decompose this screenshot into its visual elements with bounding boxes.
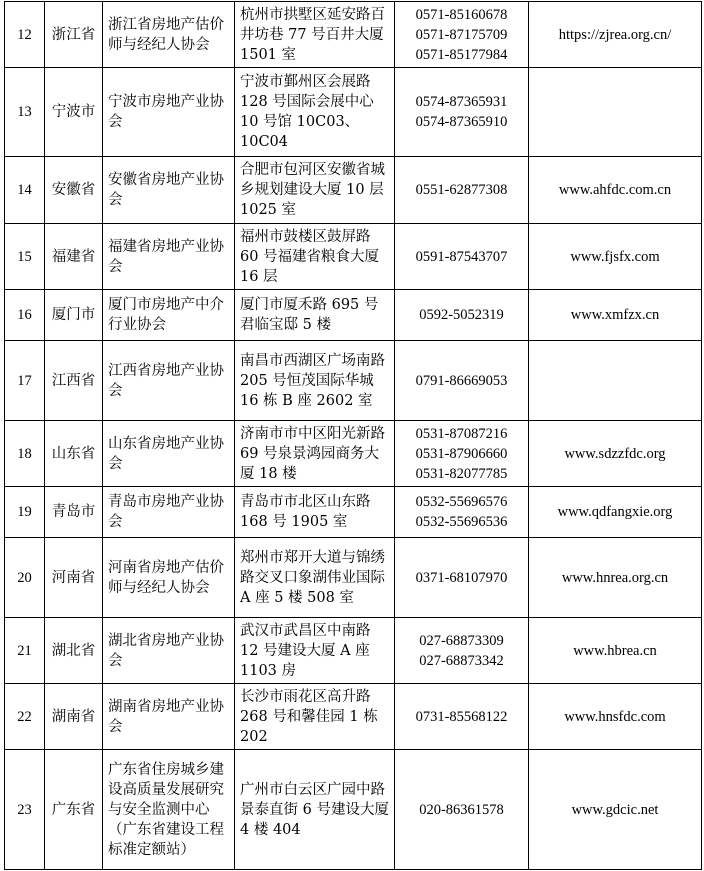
association-directory-table: [4, 1, 702, 870]
phone-number: 027-68873309: [419, 632, 504, 649]
address-cell: 青岛市市北区山东路 168 号 1905 室: [235, 487, 395, 538]
phone-cell: [395, 421, 529, 487]
organization-cell: 江西省房地产业协会: [103, 341, 235, 421]
phone-number: 0592-5052319: [419, 307, 504, 323]
table-row: [5, 224, 702, 290]
table-row: [5, 341, 702, 421]
organization-cell: 河南省房地产估价师与经纪人协会: [103, 538, 235, 618]
address-cell: 福州市鼓楼区鼓屏路 60 号福建省粮食大厦 16 层: [235, 224, 395, 290]
table-row: [5, 290, 702, 341]
organization-cell: 湖南省房地产业协会: [103, 684, 235, 750]
website-cell: www.gdcic.net: [529, 750, 702, 870]
address-cell: 长沙市雨花区高升路 268 号和馨佳园 1 栋 202: [235, 684, 395, 750]
region-cell: 湖北省: [45, 618, 103, 684]
table-row: [5, 421, 702, 487]
table-row: [5, 538, 702, 618]
table-row: [5, 487, 702, 538]
region-cell: 河南省: [45, 538, 103, 618]
row-number: 20: [5, 538, 45, 618]
website-cell: [529, 68, 702, 157]
phone-cell: [395, 538, 529, 618]
address-cell: 厦门市厦禾路 695 号君临宝邸 5 楼: [235, 290, 395, 341]
phone-cell: [395, 750, 529, 870]
table-row: [5, 618, 702, 684]
address-cell: 杭州市拱墅区延安路百井坊巷 77 号百井大厦 1501 室: [235, 2, 395, 68]
row-number: 17: [5, 341, 45, 421]
phone-number: 0571-85160678: [415, 6, 508, 23]
region-cell: 广东省: [45, 750, 103, 870]
table-row: [5, 2, 702, 68]
website-cell: www.ahfdc.com.cn: [529, 157, 702, 224]
row-number: 18: [5, 421, 45, 487]
phone-cell: [395, 684, 529, 750]
address-cell: 武汉市武昌区中南路 12 号建设大厦 A 座 1103 房: [235, 618, 395, 684]
phone-cell: [395, 157, 529, 224]
phone-number: 0551-62877308: [415, 182, 508, 198]
table-row: [5, 684, 702, 750]
address-cell: 南昌市西湖区广场南路 205 号恒茂国际华城 16 栋 B 座 2602 室: [235, 341, 395, 421]
website-cell: www.xmfzx.cn: [529, 290, 702, 341]
website-cell: [529, 341, 702, 421]
organization-cell: 广东省住房城乡建设高质量发展研究与安全监测中心（广东省建设工程标准定额站）: [103, 750, 235, 870]
phone-number: 027-68873342: [419, 652, 504, 669]
website-cell: www.hbrea.cn: [529, 618, 702, 684]
region-cell: 山东省: [45, 421, 103, 487]
region-cell: 宁波市: [45, 68, 103, 157]
phone-cell: [395, 68, 529, 157]
website-cell: www.sdzzfdc.org: [529, 421, 702, 487]
phone-number: 0531-87906660: [415, 445, 508, 462]
region-cell: 浙江省: [45, 2, 103, 68]
phone-cell: [395, 341, 529, 421]
row-number: 12: [5, 2, 45, 68]
row-number: 23: [5, 750, 45, 870]
address-cell: 广州市白云区广园中路景泰直街 6 号建设大厦 4 楼 404: [235, 750, 395, 870]
organization-cell: 青岛市房地产业协会: [103, 487, 235, 538]
region-cell: 青岛市: [45, 487, 103, 538]
phone-cell: [395, 2, 529, 68]
region-cell: 湖南省: [45, 684, 103, 750]
phone-number: 0532-55696576: [415, 494, 508, 510]
phone-number: 0731-85568122: [415, 708, 508, 725]
website-cell: www.hnrea.org.cn: [529, 538, 702, 618]
row-number: 15: [5, 224, 45, 290]
address-cell: 郑州市郑开大道与锦绣路交叉口象湖伟业国际 A 座 5 楼 508 室: [235, 538, 395, 618]
website-cell: www.qdfangxie.org: [529, 487, 702, 538]
organization-cell: 浙江省房地产估价师与经纪人协会: [103, 2, 235, 68]
row-number: 13: [5, 68, 45, 157]
table-row: [5, 68, 702, 157]
table-row: [5, 157, 702, 224]
phone-number: 0531-82077785: [415, 465, 508, 482]
row-number: 21: [5, 618, 45, 684]
row-number: 19: [5, 487, 45, 538]
organization-cell: 厦门市房地产中介行业协会: [103, 290, 235, 341]
organization-cell: 福建省房地产业协会: [103, 224, 235, 290]
region-cell: 厦门市: [45, 290, 103, 341]
directory-table-body: [5, 2, 702, 870]
phone-number: 0574-87365931: [415, 94, 508, 110]
website-cell: www.hnsfdc.com: [529, 684, 702, 750]
address-cell: 宁波市鄞州区会展路 128 号国际会展中心 10 号馆 10C03、10C04: [235, 68, 395, 157]
phone-number: 0591-87543707: [415, 248, 508, 265]
phone-number: 0574-87365910: [415, 114, 508, 130]
website-cell: www.fjsfx.com: [529, 224, 702, 290]
row-number: 16: [5, 290, 45, 341]
phone-cell: [395, 224, 529, 290]
phone-number: 0371-68107970: [415, 569, 508, 586]
phone-number: 0531-87087216: [415, 425, 508, 442]
phone-cell: [395, 487, 529, 538]
region-cell: 江西省: [45, 341, 103, 421]
phone-number: 0571-87175709: [415, 26, 508, 43]
region-cell: 福建省: [45, 224, 103, 290]
phone-cell: [395, 290, 529, 341]
phone-number: 020-86361578: [419, 801, 504, 818]
address-cell: 济南市市中区阳光新路 69 号泉景鸿园商务大厦 18 楼: [235, 421, 395, 487]
phone-number: 0791-86669053: [415, 372, 508, 389]
region-cell: 安徽省: [45, 157, 103, 224]
phone-cell: [395, 618, 529, 684]
organization-cell: 湖北省房地产业协会: [103, 618, 235, 684]
phone-number: 0532-55696536: [415, 514, 508, 530]
row-number: 14: [5, 157, 45, 224]
phone-number: 0571-85177984: [415, 46, 508, 63]
website-cell: https://zjrea.org.cn/: [529, 2, 702, 68]
organization-cell: 宁波市房地产业协会: [103, 68, 235, 157]
row-number: 22: [5, 684, 45, 750]
address-cell: 合肥市包河区安徽省城乡规划建设大厦 10 层 1025 室: [235, 157, 395, 224]
table-row: [5, 750, 702, 870]
organization-cell: 山东省房地产业协会: [103, 421, 235, 487]
organization-cell: 安徽省房地产业协会: [103, 157, 235, 224]
